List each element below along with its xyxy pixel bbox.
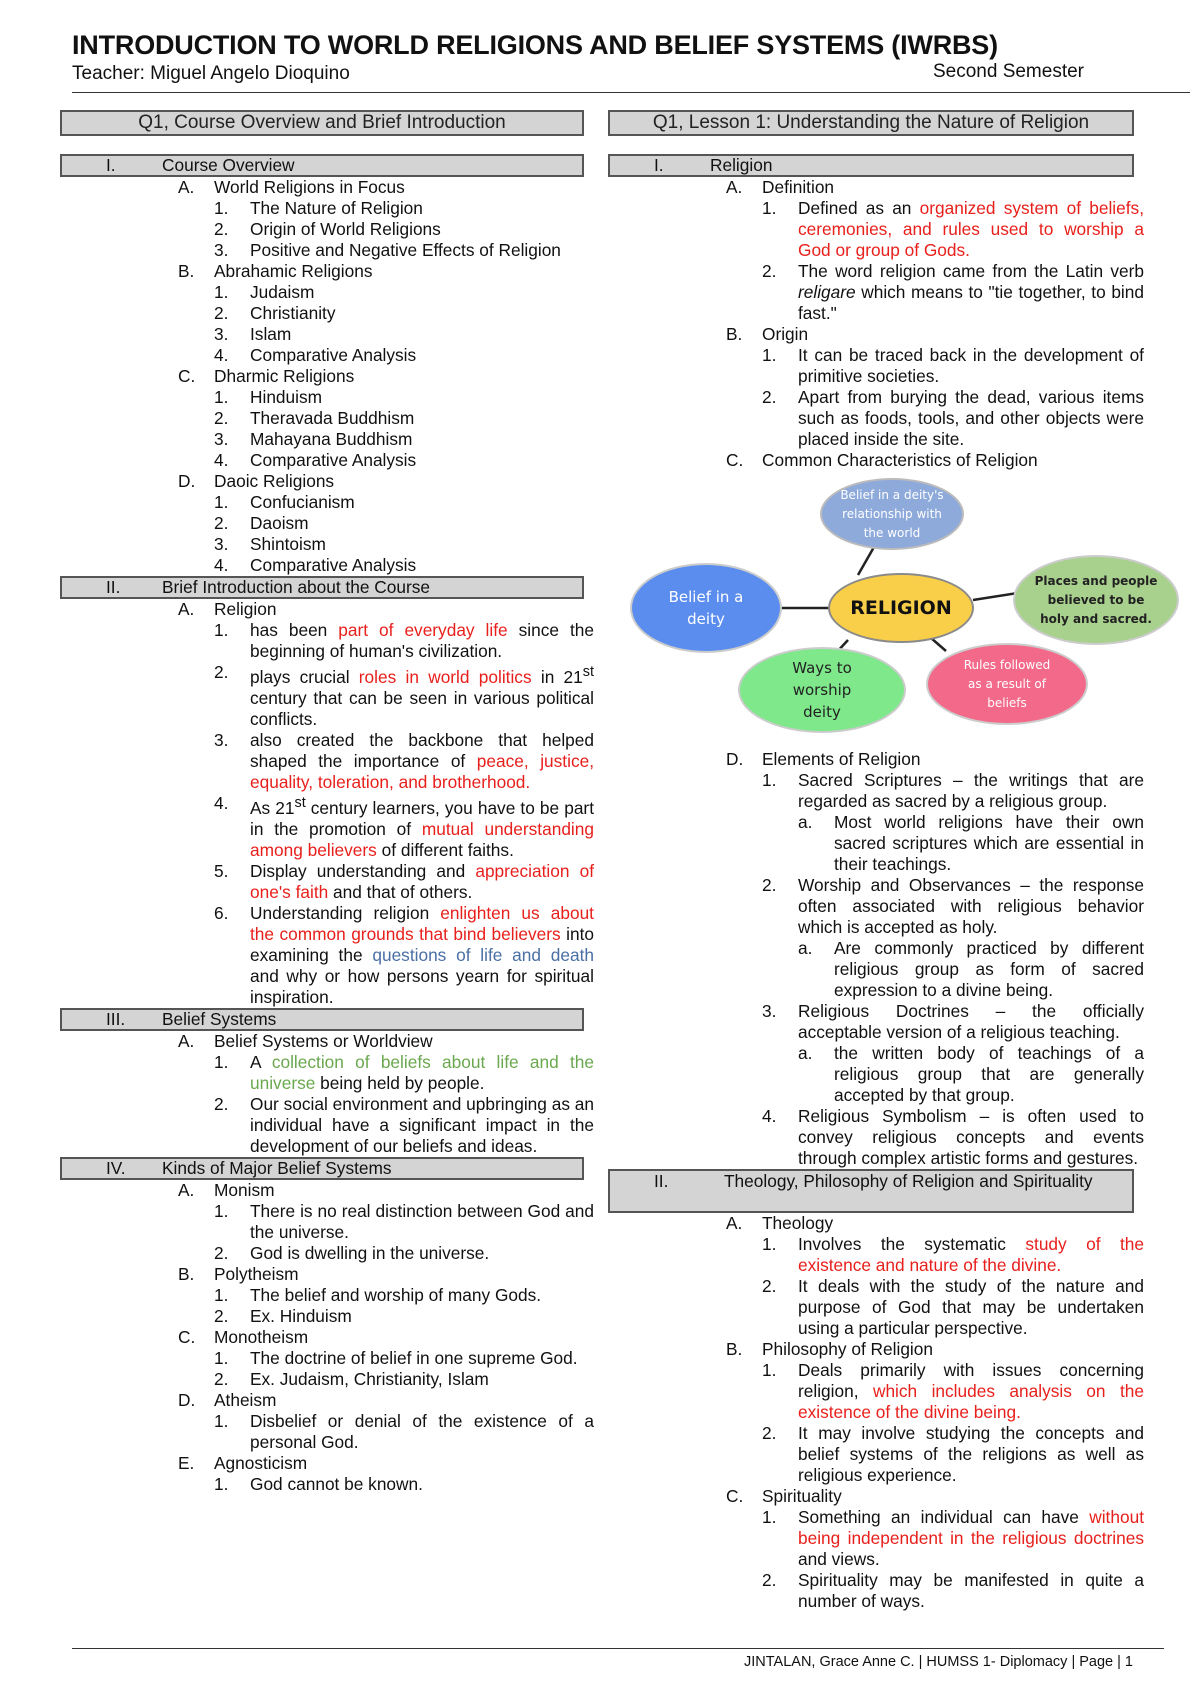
outline-item: 1. Judaism [214, 282, 315, 302]
outline-item: 2. plays crucial roles in world politics in 21st century that can be seen in various political conflicts. [214, 662, 594, 729]
section-title: Religion [710, 155, 773, 175]
outline-item: A. Theology [726, 1213, 834, 1233]
outline-item: 2. Theravada Buddhism [214, 408, 415, 428]
outline-item: 2. Ex. Hinduism [214, 1305, 352, 1326]
diagram-node-left: Belief in a deity [630, 563, 782, 653]
outline-item: E. Agnosticism [178, 1452, 308, 1473]
outline-item: 1. Something an individual can have without being independent in the religious doctrines and views. [762, 1507, 1144, 1569]
outline-item: 6. Understanding religion enlighten us about the common grounds that bind believers into examining the questions of life and death and why or how persons yearn for spiritual inspiration. [214, 902, 594, 1007]
outline-item: D. Daoic Religions [178, 471, 335, 491]
outline-item: 3. Positive and Negative Effects of Religion [214, 240, 561, 260]
outline-item: 1. It can be traced back in the development of primitive societies. [762, 345, 1144, 386]
section-theology-philosophy: II. Theology, Philosophy of Religion and Spirituality [608, 1169, 1134, 1213]
outline-item: a. Are commonly practiced by different religious group as form of sacred expression to a divine being. [798, 938, 1144, 1000]
outline-item: a. Most world religions have their own sacred scriptures which are essential in their teachings. [798, 812, 1144, 874]
outline-item: 1. A collection of beliefs about life and the universe being held by people. [214, 1051, 595, 1093]
left-column-title: Q1, Course Overview and Brief Introduction [60, 110, 584, 136]
outline-item: B. Polytheism [178, 1263, 299, 1284]
outline-item: B. Abrahamic Religions [178, 261, 373, 281]
outline-item: 2. Daoism [214, 513, 309, 533]
outline-item: 2. Christianity [214, 303, 336, 323]
outline-item: 2. Our social environment and upbringing as an individual have a significant impact in the development of our beliefs and ideas. [214, 1093, 594, 1156]
outline-item: 1. Confucianism [214, 492, 355, 512]
section-course-overview: I. Course Overview [60, 154, 584, 177]
diagram-node-bottom-left: Ways to worship deity [738, 647, 906, 733]
outline-item: C. Spirituality [726, 1486, 842, 1506]
outline-item: A. Belief Systems or Worldview [178, 1030, 433, 1051]
outline-item: A. Monism [178, 1179, 275, 1200]
outline-item: C. Dharmic Religions [178, 366, 355, 386]
outline-item: 2. It may involve studying the concepts and belief systems of the religions as well as religious experience. [762, 1423, 1144, 1485]
outline-item: 2. It deals with the study of the nature and purpose of God that may be undertaken using a particular perspective. [762, 1276, 1144, 1338]
right-column [608, 110, 1158, 1612]
outline-item: D. Atheism [178, 1389, 277, 1410]
outline-item: 3. also created the backbone that helped shaped the importance of peace, justice, equality, toleration, and brotherhood. [214, 729, 594, 792]
outline-item: D. Elements of Religion [726, 749, 921, 769]
document-title: INTRODUCTION TO WORLD RELIGIONS AND BELIEF SYSTEMS (IWRBS) [72, 30, 998, 60]
outline-item: 1. God cannot be known. [214, 1473, 423, 1494]
outline-item: 1. Defined as an organized system of beliefs, ceremonies, and rules used to worship a God or group of Gods. [762, 198, 1144, 260]
section-brief-introduction: II. Brief Introduction about the Course [60, 576, 584, 599]
outline-item: 3. Shintoism [214, 534, 326, 554]
outline-item: 2. Worship and Observances – the response often associated with religious behavior which is accepted as holy. [762, 875, 1144, 937]
outline-item: a. the written body of teachings of a religious group that are generally accepted by that group. [798, 1043, 1144, 1105]
section-title: Course Overview [162, 155, 295, 175]
outline-item: 1. Involves the systematic study of the existence and nature of the divine. [762, 1234, 1144, 1275]
diagram-node-center: RELIGION [828, 573, 974, 643]
left-column [60, 110, 594, 1495]
semester-label: Second Semester [932, 61, 1084, 82]
outline-item: 3. Religious Doctrines – the officially acceptable version of a religious teaching. [762, 1001, 1144, 1042]
outline-item: C. Monotheism [178, 1326, 309, 1347]
outline-item: 2. Spirituality may be manifested in quite a number of ways. [762, 1570, 1144, 1611]
section-religion: I. Religion [608, 154, 1134, 177]
teacher-name: Teacher: Miguel Angelo Dioquino [72, 63, 350, 84]
outline-item: 1. There is no real distinction between God and the universe. [214, 1200, 594, 1242]
diagram-node-bottom-right: Rules followed as a result of beliefs [926, 643, 1088, 725]
section-title: Belief Systems [162, 1008, 277, 1029]
outline-item: 1. has been part of everyday life since the beginning of human's civilization. [214, 620, 594, 661]
section-title: Brief Introduction about the Course [162, 577, 431, 597]
outline-item: 1. The Nature of Religion [214, 198, 423, 218]
outline-item: 5. Display understanding and appreciation of one's faith and that of others. [214, 860, 594, 902]
religion-characteristics-diagram [608, 475, 1158, 749]
outline-item: A. World Religions in Focus [178, 177, 405, 197]
section-title: Theology, Philosophy of Religion and Spirituality [724, 1171, 1093, 1191]
right-column-title: Q1, Lesson 1: Understanding the Nature of Religion [608, 110, 1134, 136]
outline-item: B. Origin [726, 324, 809, 344]
outline-item: 2. The word religion came from the Latin verb religare which means to "tie together, to bind fast." [762, 261, 1144, 323]
outline-item: 2. Apart from burying the dead, various items such as foods, tools, and other objects were placed inside the site. [762, 387, 1144, 449]
header-divider [72, 92, 1190, 93]
outline-item: A. Religion [178, 599, 277, 619]
footer-divider [72, 1648, 1164, 1649]
outline-item: 4. Comparative Analysis [214, 345, 417, 365]
outline-item: B. Philosophy of Religion [726, 1339, 933, 1359]
outline-item: A. Definition [726, 177, 835, 197]
section-belief-systems: III. Belief Systems [60, 1008, 584, 1031]
outline-item: 1. Deals primarily with issues concerning religion, which includes analysis on the existence of the divine being. [762, 1360, 1144, 1422]
outline-item: 4. Religious Symbolism – is often used to convey religious concepts and events through complex artistic forms and gestures. [762, 1106, 1144, 1168]
outline-item: 1. Disbelief or denial of the existence of a personal God. [214, 1410, 594, 1452]
diagram-node-right: Places and people believed to be holy and sacred. [1013, 555, 1179, 645]
section-title: Kinds of Major Belief Systems [162, 1157, 392, 1178]
page-footer: JINTALAN, Grace Anne C. | HUMSS 1- Diplomacy | Page | 1 [744, 1654, 1133, 1670]
outline-item: 1. The doctrine of belief in one supreme God. [214, 1347, 578, 1368]
outline-item: 4. Comparative Analysis [214, 450, 417, 470]
outline-item: 3. Mahayana Buddhism [214, 429, 413, 449]
outline-item: 2. Ex. Judaism, Christianity, Islam [214, 1368, 489, 1389]
outline-item: 2. God is dwelling in the universe. [214, 1242, 490, 1263]
outline-item: 1. Hinduism [214, 387, 323, 407]
diagram-node-top: Belief in a deity's relationship with the world [820, 478, 964, 550]
outline-item: 1. The belief and worship of many Gods. [214, 1284, 542, 1305]
outline-item: 3. Islam [214, 324, 292, 344]
outline-item: 4. As 21st century learners, you have to be part in the promotion of mutual understanding among believers of different faiths. [214, 792, 594, 860]
section-kinds-of-belief-systems: IV. Kinds of Major Belief Systems [60, 1157, 584, 1180]
outline-item: 1. Sacred Scriptures – the writings that are regarded as sacred by a religious group. [762, 770, 1144, 811]
outline-item: C. Common Characteristics of Religion [726, 450, 1038, 470]
outline-item: 4. Comparative Analysis [214, 555, 417, 575]
outline-item: 2. Origin of World Religions [214, 219, 441, 239]
